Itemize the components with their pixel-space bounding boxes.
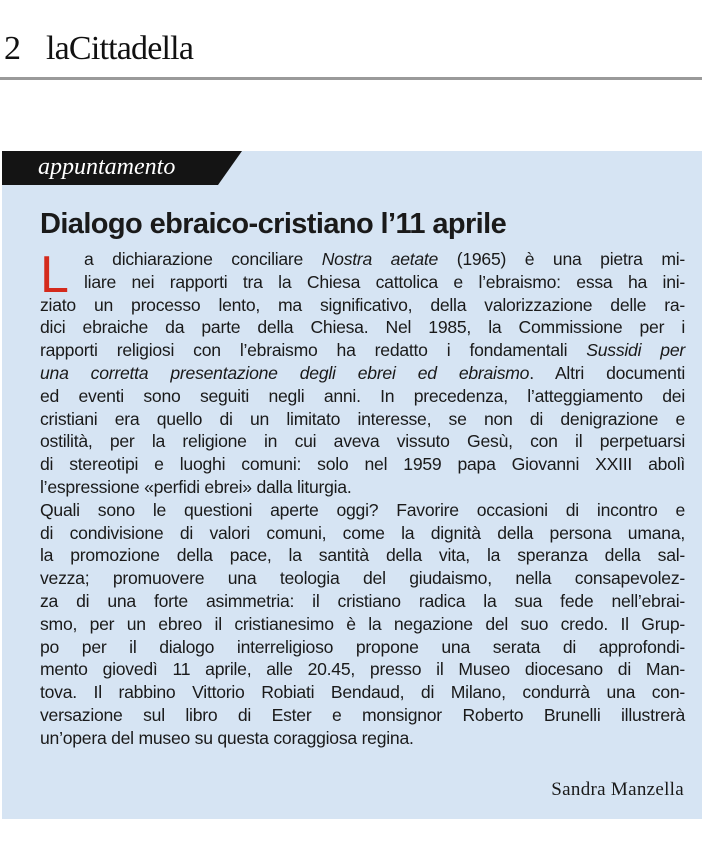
- article-line: smo, per un ebreo il cristianesimo è la negazione del suo credo. Il Grup-: [40, 613, 685, 634]
- article-line: ziato un processo lento, ma significativo, della valorizzazione delle ra-: [40, 294, 685, 315]
- article-line: a dichiarazione conciliare Nostra aetate (1965) è una pietra mi-: [84, 249, 686, 269]
- article-box: [2, 151, 702, 819]
- masthead-rule: [0, 77, 702, 80]
- article-line: dici ebraiche da parte della Chiesa. Nel 1985, la Commissione per i: [40, 317, 685, 338]
- article-line: rapporti religiosi con l’ebraismo ha redatto i fondamentali Sussidi per: [40, 340, 685, 361]
- newspaper-name: laCittadella: [46, 30, 194, 67]
- masthead: [0, 26, 702, 80]
- article-line: za di una forte asimmetria: il cristiano radica la sua fede nell’ebrai-: [40, 590, 685, 611]
- article-line: l’espressione «perfidi ebrei» dalla liturgia.: [40, 476, 352, 497]
- page-number: 2: [4, 30, 21, 67]
- article-line: cristiani era quello di un limitato interesse, se non di denigrazione e: [40, 408, 685, 429]
- article-headline: Dialogo ebraico-cristiano l’11 aprile: [40, 208, 507, 240]
- drop-cap: L: [40, 246, 69, 304]
- article-line: Quali sono le questioni aperte oggi? Favorire occasioni di incontro e: [40, 499, 685, 520]
- article-line: liare nei rapporti tra la Chiesa cattolica e l’ebraismo: essa ha ini-: [84, 271, 685, 292]
- author-byline: Sandra Manzella: [551, 779, 684, 800]
- article-line: di condivisione di valori comuni, come la dignità della persona umana,: [40, 522, 685, 543]
- article-line: un’opera del museo su questa coraggiosa regina.: [40, 727, 414, 748]
- article-line: mento giovedì 11 aprile, alle 20.45, presso il Museo diocesano di Man-: [40, 659, 685, 680]
- article-line: ostilità, per la religione in cui aveva vissuto Gesù, con il perpetuarsi: [40, 431, 685, 452]
- article-line: una corretta presentazione degli ebrei ed ebraismo. Altri documenti: [40, 362, 685, 383]
- article-line: versazione sul libro di Ester e monsignor Roberto Brunelli illustrerà: [40, 704, 685, 725]
- article-body: [40, 248, 685, 750]
- article-line: po per il dialogo interreligioso propone una serata di approfondi-: [40, 636, 685, 657]
- article-line: ed eventi sono seguiti negli anni. In precedenza, l’atteggiamento dei: [40, 385, 685, 406]
- article-line: di stereotipi e luoghi comuni: solo nel 1959 papa Giovanni XXIII abolì: [40, 454, 685, 475]
- section-tag-label: appuntamento: [38, 154, 176, 180]
- article-line: vezza; promuovere una teologia del giudaismo, nella consapevolez-: [40, 568, 685, 589]
- article-line: tova. Il rabbino Vittorio Robiati Bendaud, di Milano, condurrà una con-: [40, 682, 685, 703]
- article-line: la promozione della pace, la santità della vita, la speranza della sal-: [40, 545, 685, 566]
